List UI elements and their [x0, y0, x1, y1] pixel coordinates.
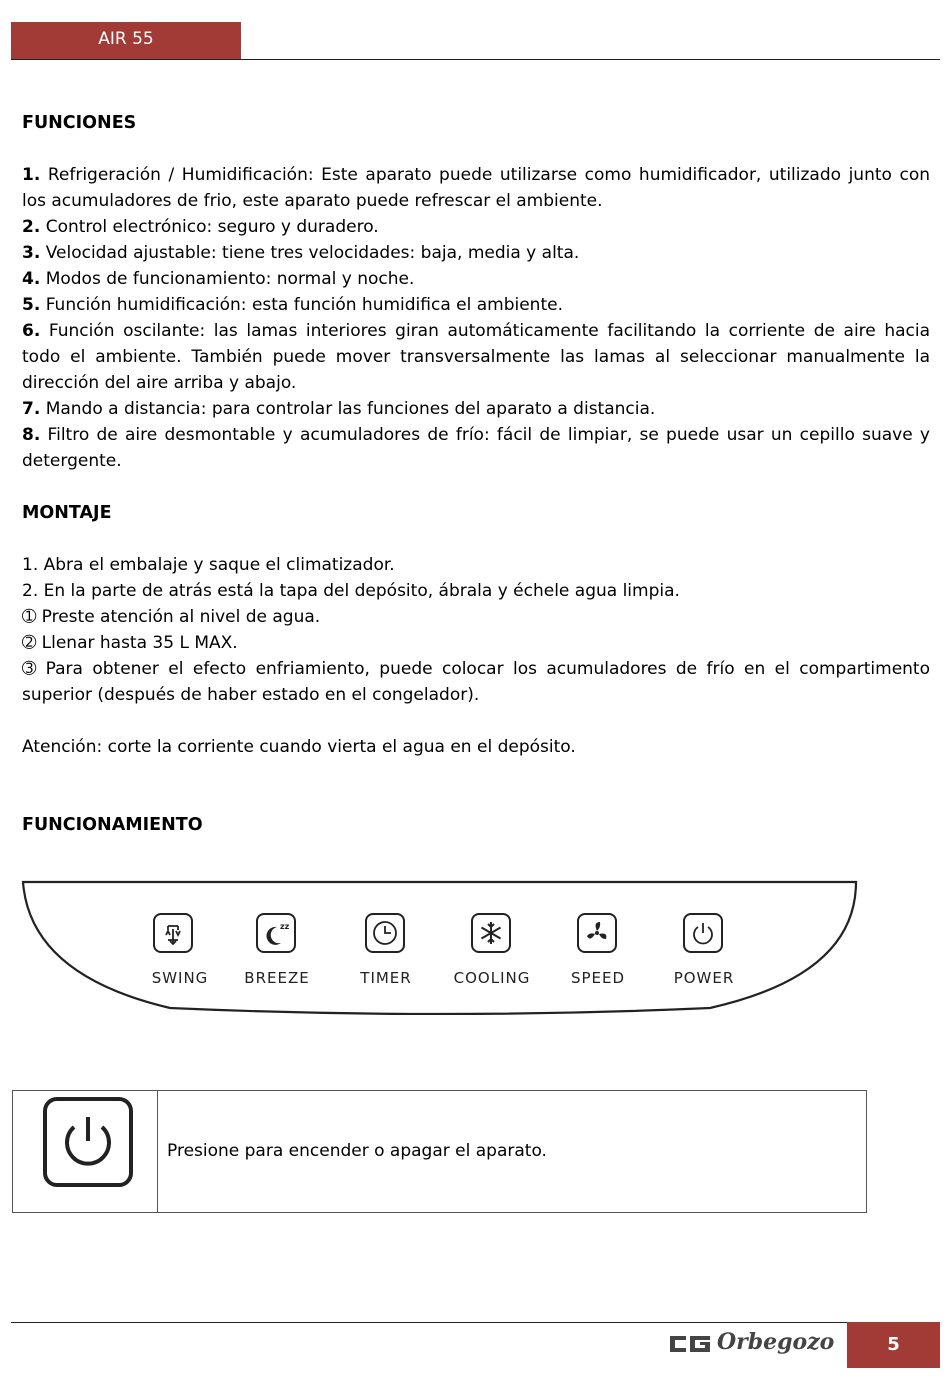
- speed-fan-icon: [577, 913, 617, 953]
- brand-name: Orbegozo: [717, 1329, 835, 1355]
- speed-label: SPEED: [570, 969, 626, 987]
- footer-tab: [847, 1322, 940, 1368]
- timer-label: TIMER: [360, 969, 412, 987]
- control-panel-illustration: [20, 880, 860, 1015]
- section-heading-funcionamiento: FUNCIONAMIENTO: [22, 815, 203, 835]
- header-tab: [11, 22, 241, 60]
- cooling-snowflake-icon: [471, 913, 511, 953]
- page-content: [22, 110, 930, 838]
- footer-rule: [11, 1322, 847, 1323]
- orbegozo-logo: [668, 1331, 838, 1357]
- breeze-label: BREEZE: [244, 969, 310, 987]
- section-heading-montaje: MONTAJE: [22, 503, 112, 523]
- list-item: 3. Velocidad ajustable: tiene tres velocidades: baja, media y alta.: [22, 243, 580, 263]
- power-button-icon-large: [43, 1097, 133, 1187]
- list-item: 5. Función humidificación: esta función humidifica el ambiente.: [22, 295, 563, 315]
- svg-text:zz: zz: [280, 922, 290, 931]
- montaje-step-2: 2. En la parte de atrás está la tapa del depósito, ábrala y échele agua limpia.: [22, 581, 680, 601]
- power-label: POWER: [673, 969, 735, 987]
- cooling-label: COOLING: [453, 969, 531, 987]
- montaje-substep-1: ➀ Preste atención al nivel de agua.: [22, 607, 321, 627]
- power-description: Presione para encender o apagar el aparato.: [167, 1141, 547, 1161]
- montaje-step-1: 1. Abra el embalaje y saque el climatizador.: [22, 555, 395, 575]
- power-icon: [683, 913, 723, 953]
- list-item: 2. Control electrónico: seguro y duradero.: [22, 217, 379, 237]
- swing-label: SWING: [151, 969, 209, 987]
- control-panel-outline: [20, 880, 860, 1015]
- montaje-substep-2: ➁ Llenar hasta 35 L MAX.: [22, 633, 238, 653]
- orbegozo-mark-icon: [668, 1334, 712, 1354]
- power-description-table: [12, 1090, 867, 1213]
- list-item: 1. Refrigeración / Humidificación: Este aparato puede utilizarse como humidificador, utilizado junto con los acumuladores de frio, este aparato puede refrescar el ambiente.: [22, 165, 930, 211]
- timer-clock-icon: [365, 913, 405, 953]
- list-item: 6. Función oscilante: las lamas interiores giran automáticamente facilitando la corriente de aire hacia todo el ambiente. También puede mover transversalmente las lamas al seleccionar manualmente la dirección del aire arriba y abajo.: [22, 321, 930, 393]
- page-number: 5: [887, 1334, 900, 1355]
- table-divider: [157, 1091, 158, 1212]
- list-item: 4. Modos de funcionamiento: normal y noche.: [22, 269, 415, 289]
- document-title: AIR 55: [98, 29, 154, 49]
- montaje-substep-3: ➂ Para obtener el efecto enfriamiento, puede colocar los acumuladores de frío en el compartimento superior (después de haber estado en el congelador).: [22, 659, 930, 705]
- list-item: 8. Filtro de aire desmontable y acumuladores de frío: fácil de limpiar, se puede usar un cepillo suave y detergente.: [22, 425, 930, 471]
- section-heading-funciones: FUNCIONES: [22, 113, 137, 133]
- montaje-note: Atención: corte la corriente cuando vierta el agua en el depósito.: [22, 737, 576, 757]
- header-rule: [11, 59, 940, 60]
- list-item: 7. Mando a distancia: para controlar las funciones del aparato a distancia.: [22, 399, 656, 419]
- breeze-moon-icon: [256, 913, 296, 953]
- swing-button-icon: [153, 913, 193, 953]
